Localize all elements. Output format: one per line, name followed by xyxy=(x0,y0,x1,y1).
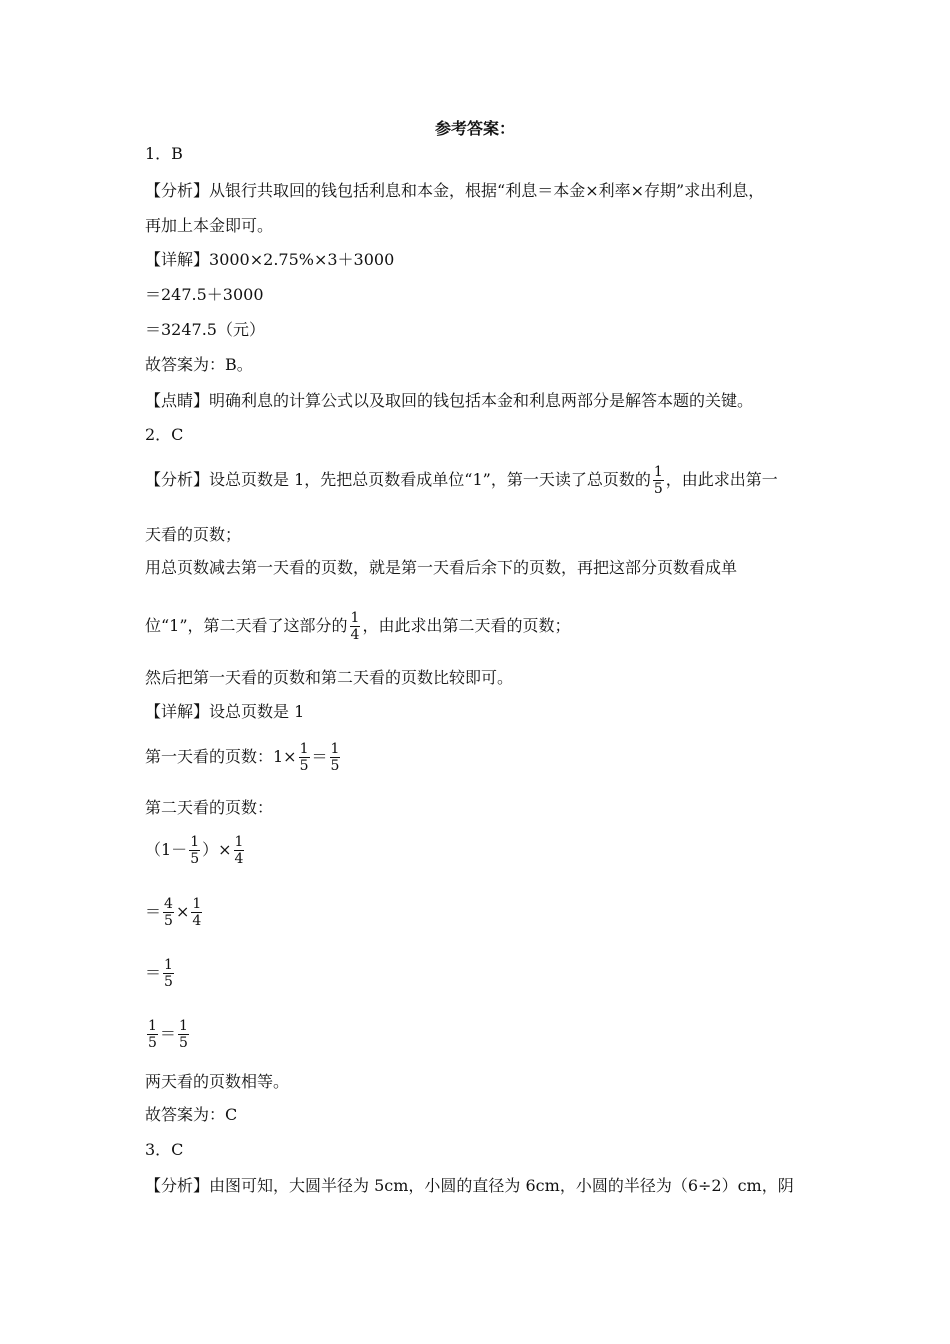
fraction-one-fifth xyxy=(189,834,200,867)
q2-analysis-cont: 天看的页数； xyxy=(145,525,242,544)
q1-analysis-cont: 再加上本金即可。 xyxy=(145,216,274,235)
denominator: 4 xyxy=(234,851,244,867)
q1-header: 1．B xyxy=(145,144,183,163)
analysis-text: ，由此求出第一 xyxy=(665,470,778,489)
q1-detail-step: ＝3247.5（元） xyxy=(145,320,265,339)
q2-analysis xyxy=(145,460,778,500)
analysis-text: 由图可知，大圆半径为 5cm，小圆的直径为 6cm，小圆的半径为（6÷2）cm，阴 xyxy=(209,1176,794,1195)
equals-sign: ＝ xyxy=(159,1024,176,1043)
q2-analysis-cont: 用总页数减去第一天看的页数，就是第一天看后余下的页数，再把这部分页数看成单 xyxy=(145,558,738,577)
denominator: 5 xyxy=(190,851,200,867)
numerator: 1 xyxy=(192,896,202,912)
denominator: 4 xyxy=(192,913,202,929)
expression-text: （1－ xyxy=(145,840,188,859)
q1-analysis xyxy=(145,180,764,202)
fraction-one-fifth xyxy=(653,464,664,497)
q2-analysis-cont xyxy=(145,606,570,646)
numerator: 1 xyxy=(299,741,309,757)
numerator: 1 xyxy=(653,464,663,480)
fraction-one-fourth xyxy=(350,610,361,643)
denominator: 5 xyxy=(164,974,173,990)
analysis-text: 设总页数是 1，先把总页数看成单位“1”，第一天读了总页数的 xyxy=(209,470,651,489)
denominator: 5 xyxy=(164,913,173,929)
expression-text: ）× xyxy=(202,840,232,859)
detail-tag: 【详解】 xyxy=(145,250,210,269)
denominator: 5 xyxy=(653,481,663,497)
q1-answer: 故答案为：B。 xyxy=(145,355,253,374)
detail-text: 设总页数是 1 xyxy=(209,702,305,721)
q1-detail xyxy=(145,249,394,271)
denominator: 5 xyxy=(178,1035,188,1051)
numerator: 1 xyxy=(164,957,173,973)
numerator: 1 xyxy=(350,610,360,626)
fraction-one-fifth xyxy=(330,741,341,774)
analysis-tag: 【分析】 xyxy=(145,1176,210,1195)
analysis-text: 从银行共取回的钱包括利息和本金，根据“利息＝本金×利率×存期”求出利息， xyxy=(209,181,765,200)
q1-detail-step: ＝247.5＋3000 xyxy=(145,285,264,304)
q2-day2-result xyxy=(145,953,176,993)
fraction-one-fifth xyxy=(163,957,174,990)
fraction-one-fifth xyxy=(178,1018,189,1051)
q2-day2-step xyxy=(145,892,204,932)
fraction-one-fourth xyxy=(191,896,202,929)
comment-tag: 【点睛】 xyxy=(145,391,210,410)
comment-text: 明确利息的计算公式以及取回的钱包括本金和利息两部分是解答本题的关键。 xyxy=(209,391,754,410)
q2-conclusion: 两天看的页数相等。 xyxy=(145,1072,290,1091)
q2-compare xyxy=(145,1014,191,1054)
fraction-one-fifth xyxy=(299,741,310,774)
numerator: 1 xyxy=(190,834,200,850)
denominator: 4 xyxy=(350,627,360,643)
q3-analysis xyxy=(145,1175,794,1197)
q2-analysis-cont: 然后把第一天看的页数和第二天看的页数比较即可。 xyxy=(145,668,514,687)
analysis-tag: 【分析】 xyxy=(145,181,210,200)
q3-header: 3．C xyxy=(145,1140,184,1159)
q2-day1 xyxy=(145,737,342,777)
equals-sign: ＝ xyxy=(311,747,328,766)
numerator: 1 xyxy=(330,741,340,757)
q2-answer: 故答案为：C xyxy=(145,1105,238,1124)
denominator: 5 xyxy=(148,1035,157,1051)
numerator: 1 xyxy=(178,1018,188,1034)
expression-text: 第一天看的页数：1× xyxy=(145,747,297,766)
q2-header: 2．C xyxy=(145,425,184,444)
fraction-one-fourth xyxy=(234,834,245,867)
numerator: 1 xyxy=(234,834,244,850)
detail-tag: 【详解】 xyxy=(145,702,210,721)
numerator: 1 xyxy=(148,1018,157,1034)
fraction-one-fifth xyxy=(147,1018,158,1051)
fraction-four-fifths xyxy=(163,896,174,929)
denominator: 5 xyxy=(330,758,340,774)
page-title: 参考答案： xyxy=(434,119,515,138)
analysis-text: 位“1”，第二天看了这部分的 xyxy=(145,616,348,635)
equals-sign: ＝ xyxy=(145,902,162,921)
q1-comment xyxy=(145,390,753,412)
times-sign: × xyxy=(175,902,190,921)
numerator: 4 xyxy=(164,896,173,912)
detail-text: 3000×2.75%×3＋3000 xyxy=(209,250,395,269)
q2-day2-label: 第二天看的页数： xyxy=(145,798,274,817)
analysis-tag: 【分析】 xyxy=(145,470,210,489)
q2-day2-expr xyxy=(145,830,246,870)
equals-sign: ＝ xyxy=(145,963,162,982)
q2-detail xyxy=(145,701,304,723)
analysis-text: ，由此求出第二天看的页数； xyxy=(362,616,571,635)
denominator: 5 xyxy=(299,758,309,774)
